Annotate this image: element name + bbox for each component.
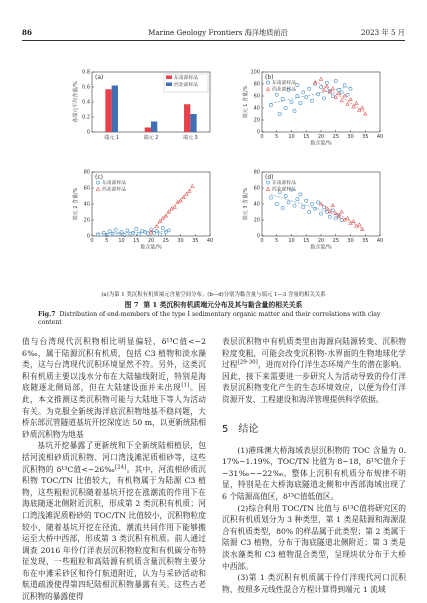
legend-label: 西北部样品 bbox=[174, 82, 198, 88]
y-tick-label: 40 bbox=[83, 201, 90, 208]
scatter-point bbox=[296, 84, 299, 87]
bar bbox=[184, 104, 190, 132]
figure-title-en: Distribution of end-members of the type I sedimentary organic matter and their correlations with clay content bbox=[38, 311, 381, 326]
y-tick-label: 100 bbox=[250, 69, 260, 76]
x-tick-label: 0 bbox=[260, 238, 264, 244]
x-tick-label: 25 bbox=[332, 134, 339, 140]
chart-0 bbox=[72, 70, 210, 141]
paragraph: 基坑开挖暴露了更新统和下全新统陆相植层，包括河流相砂质沉积物、河口湾浅滩泥质相砂等，这些沉积物的 δ¹³C值<−26‰[24]。其中，河流相砂质沉积物 TOC/TN 比值较大，有机物属于为陆源 C3 植物，这些粗粒沉积随着基坑开挖在涨潮流的作用下在海底随逐北侧附近沉积，形成第 2 类沉积有机质；河口湾浅滩泥质粉砂的 TOC/TN 比值较小，沉积物粒度较小，随着基坑开挖在径流、潮流共同作用下能够搬运至大桥中西部，形成第 3 类沉积有机质。前人通过调查 2016 年伶仃洋表层沉积物粒度和有机碳分布特征发现，一些粗粒和高陆源有机质含量沉积物主要分布在中滩采砂区和伶仃航道附近，认为与采砂活动和航道疏浚使得第四纪陆相沉积物暴露有关。这些古老沉积物的暴露使得 bbox=[22, 441, 206, 602]
scatter-point bbox=[284, 194, 287, 197]
scatter-point bbox=[281, 206, 284, 209]
legend-label: 东南部样品 bbox=[174, 75, 198, 81]
scatter-point bbox=[340, 91, 343, 94]
journal-name: Marine Geology Frontiers 海洋地质前沿 bbox=[148, 28, 288, 37]
legend-label: 西北部样品 bbox=[272, 87, 296, 93]
x-tick-label: 5 bbox=[275, 238, 279, 244]
scatter-point bbox=[346, 93, 349, 96]
x-tick-label: 20 bbox=[317, 238, 325, 244]
x-tick-label: 30 bbox=[177, 238, 184, 244]
bar bbox=[145, 128, 151, 133]
scatter-point bbox=[331, 204, 334, 207]
scatter-point bbox=[135, 227, 138, 230]
scatter-point bbox=[343, 84, 346, 87]
scatter-point bbox=[322, 97, 325, 100]
scatter-point bbox=[364, 112, 367, 115]
x-tick-label: 35 bbox=[362, 238, 369, 244]
page-number: 86 bbox=[22, 28, 33, 37]
scatter-point bbox=[340, 99, 343, 102]
x-tick-label: 0 bbox=[90, 238, 94, 244]
x-tick-label: 20 bbox=[317, 134, 325, 140]
paragraph: 值与台湾现代沉积物相比明显偏轻，δ¹³C值<−26‰，属于陆源沉积有机质，包括 C3 植物和淡水藻类，这与台湾现代沉积环境显然不符。另外，这类沉积有机质主要以浅水分布在大陆输线附近，特别是海底随逐北侧局部，但在大陆建设面并未出现[1]。因此，本文推测这类沉积物可能与大陆地下等人为活动有关。为克服全新统海洋底沉积物地基不稳问题，大桥东部沉管隧道基坑开挖深度达 50 m，以更新统陆相砂质沉积物为地基 bbox=[22, 337, 206, 439]
y-tick-label: 0.8 bbox=[82, 69, 90, 76]
x-tick-label: 10 bbox=[288, 134, 295, 140]
scatter-point bbox=[334, 217, 337, 220]
x-tick-label: 15 bbox=[133, 238, 140, 244]
x-axis-label: 黏含量/% bbox=[140, 244, 162, 251]
y-axis-label: 端元 3 含量/% bbox=[243, 187, 249, 221]
scatter-point bbox=[319, 77, 322, 80]
scatter-point bbox=[117, 233, 120, 236]
x-tick-label: 30 bbox=[347, 134, 354, 140]
legend-marker bbox=[96, 187, 99, 190]
scatter-point bbox=[275, 93, 278, 96]
text-column-right bbox=[222, 336, 406, 595]
scatter-point bbox=[126, 229, 129, 232]
scatter-point bbox=[138, 233, 141, 236]
x-tick-label: 10 bbox=[118, 238, 125, 244]
paragraph: (2)综合利用 TOC/TN 比值与 δ¹³C值将研究区的沉积有机质划分为 3 种类型，第 1 类是陆源和海源混合有机质类型，80% 的样品属于此类型；第 2 类属于陆源 C3 植物，分布于海底隧道北侧附近；第 3 类是淡水藻类和 C3 植物混合类型，呈现块状分布于大桥中西部。 bbox=[222, 503, 406, 571]
panel-label: (b) bbox=[265, 74, 274, 81]
scatter-point bbox=[319, 85, 322, 88]
x-tick-label: 35 bbox=[362, 134, 369, 140]
figure-caption-en bbox=[38, 311, 398, 326]
figure-number-en: Fig.7 bbox=[38, 311, 56, 318]
scatter-point bbox=[296, 198, 299, 201]
chart-2 bbox=[72, 170, 213, 251]
text-column-left bbox=[22, 336, 206, 603]
scatter-point bbox=[302, 206, 305, 209]
x-tick-label: 5 bbox=[105, 238, 109, 244]
y-tick-label: 80 bbox=[253, 169, 260, 176]
scatter-point bbox=[293, 109, 296, 112]
y-tick-label: 0 bbox=[256, 129, 260, 136]
scatter-point bbox=[158, 233, 161, 236]
x-axis-label: 黏含量/% bbox=[310, 244, 332, 251]
y-tick-label: 20 bbox=[253, 117, 260, 124]
scatter-point bbox=[311, 202, 314, 205]
figure-subcaption: (a)为第 1 类沉积有机质端元含量空间分布；(b—d)分别为黏含量与端元 1—3 含量的相关关系 bbox=[101, 292, 326, 298]
bar bbox=[112, 86, 118, 133]
x-tick-label: 端元 3 bbox=[182, 135, 198, 141]
scatter-point bbox=[299, 102, 302, 105]
x-tick-label: 15 bbox=[303, 238, 310, 244]
figure-caption-cn bbox=[22, 301, 405, 309]
x-tick-label: 35 bbox=[192, 238, 199, 244]
chart-3 bbox=[242, 170, 383, 251]
figure-title-cn: 第 1 类沉积有机质端元分布及其与黏含量的相关关系 bbox=[143, 301, 303, 309]
scatter-point bbox=[305, 199, 308, 202]
scatter-point bbox=[269, 196, 272, 199]
scatter-point bbox=[325, 85, 328, 88]
scatter-point bbox=[284, 106, 287, 109]
scatter-point bbox=[290, 100, 293, 103]
scatter-point bbox=[114, 228, 117, 231]
y-tick-label: 80 bbox=[83, 169, 90, 176]
scatter-point bbox=[311, 99, 314, 102]
legend-marker bbox=[266, 187, 269, 190]
scatter-point bbox=[102, 231, 105, 234]
y-tick-label: 40 bbox=[253, 201, 260, 208]
y-axis-label: 端元 2 含量/% bbox=[73, 187, 79, 221]
legend-label: 东南部样品 bbox=[272, 81, 296, 86]
y-tick-label: 60 bbox=[253, 93, 260, 100]
legend-marker bbox=[97, 181, 100, 184]
scatter-point bbox=[275, 202, 278, 205]
panel-label: (c) bbox=[95, 174, 103, 181]
scatter-point bbox=[191, 185, 194, 188]
scatter-point bbox=[278, 112, 281, 115]
legend-marker bbox=[266, 87, 269, 90]
scatter-point bbox=[281, 97, 284, 100]
scatter-point bbox=[123, 234, 126, 237]
scatter-point bbox=[308, 210, 311, 213]
legend-label: 东南部样品 bbox=[272, 181, 296, 186]
scatter-point bbox=[349, 98, 352, 101]
legend-swatch bbox=[166, 76, 172, 80]
scatter-point bbox=[302, 91, 305, 94]
y-tick-label: 0 bbox=[86, 233, 90, 240]
x-tick-label: 0 bbox=[260, 134, 264, 140]
figure-panel-b bbox=[240, 68, 384, 146]
bar bbox=[190, 114, 196, 132]
paragraph: (1)港珠澳大桥海域表层沉积物的 TOC 含量为 0.17%~1.19%，TOC/TN 比值为 8~18，δ¹³C值介于−31‰~−22‰。整体上沉积有机质分布规律不明显，特别是在大桥海底隧道北侧和中西部海域出现了 6 个陆源高值区，δ¹³C值低值区。 bbox=[222, 445, 406, 501]
legend-swatch bbox=[166, 83, 172, 87]
y-axis-label: 端元 1 含量/% bbox=[243, 85, 249, 119]
header-rule bbox=[22, 40, 405, 41]
scatter-point bbox=[328, 215, 331, 218]
x-tick-label: 端元 1 bbox=[104, 135, 120, 141]
x-tick-label: 10 bbox=[288, 238, 295, 244]
y-tick-label: 0.6 bbox=[82, 84, 90, 91]
x-axis-label: 黏含量/% bbox=[310, 140, 332, 147]
scatter-point bbox=[132, 231, 135, 234]
bar bbox=[105, 89, 111, 132]
scatter-point bbox=[296, 94, 299, 97]
y-tick-label: 0 bbox=[86, 129, 90, 136]
bar bbox=[151, 122, 157, 133]
x-tick-label: 5 bbox=[275, 134, 279, 140]
y-tick-label: 20 bbox=[83, 217, 90, 224]
issue-date: 2023 年 5 月 bbox=[360, 28, 405, 37]
legend-label: 东南部样品 bbox=[102, 181, 126, 186]
y-axis-label: 各端元平均含量/% bbox=[73, 81, 79, 123]
scatter-point bbox=[358, 223, 361, 226]
figure-number-cn: 图 7 bbox=[124, 301, 139, 309]
scatter-point bbox=[111, 232, 114, 235]
x-tick-label: 20 bbox=[147, 238, 155, 244]
legend-label: 西北部样品 bbox=[272, 187, 296, 193]
scatter-point bbox=[167, 229, 170, 232]
scatter-point bbox=[299, 193, 302, 196]
paragraph: 表层沉积物中有机质类型由海源向陆源转变、沉积物粒度变粗，可能会改变沉积物-水界面的生物地球化学过程[29-30]，进而对伶仃洋生态环境产生的潜在影响。因此，接下来需要进一步研究人为活动导致的伶仃洋表层沉积物变化产生的生态环境效应，以便为伶仃洋资源开发、工程建设和海洋管理提供科学依据。 bbox=[222, 337, 406, 404]
figure-panel-c bbox=[70, 168, 214, 250]
panel-label: (d) bbox=[265, 174, 274, 181]
scatter-point bbox=[355, 101, 358, 104]
y-tick-label: 60 bbox=[83, 185, 90, 192]
legend-marker bbox=[267, 181, 270, 184]
figure-panel-a bbox=[70, 68, 214, 146]
y-tick-label: 80 bbox=[253, 81, 260, 88]
y-tick-label: 20 bbox=[253, 217, 260, 224]
scatter-point bbox=[319, 212, 322, 215]
scatter-point bbox=[331, 87, 334, 90]
fit-line bbox=[315, 81, 365, 112]
scatter-point bbox=[108, 230, 111, 233]
scatter-point bbox=[316, 201, 319, 204]
scatter-point bbox=[161, 226, 164, 229]
scatter-point bbox=[308, 87, 311, 90]
scatter-point bbox=[361, 228, 364, 231]
scatter-point bbox=[331, 94, 334, 97]
x-tick-label: 40 bbox=[206, 238, 214, 244]
paragraph: (3)第 1 类沉积有机质属于伶仃洋现代河口沉积物，按照多元线性混合方程计算得到端元 1 流域 bbox=[222, 573, 406, 594]
y-tick-label: 40 bbox=[253, 105, 260, 112]
scatter-point bbox=[314, 207, 317, 210]
y-tick-label: 0.2 bbox=[82, 114, 90, 121]
panel-label: (a) bbox=[95, 74, 104, 81]
scatter-point bbox=[340, 210, 343, 213]
x-tick-label: 25 bbox=[162, 238, 169, 244]
scatter-point bbox=[269, 103, 272, 106]
y-tick-label: 0 bbox=[256, 233, 260, 240]
x-tick-label: 40 bbox=[376, 134, 384, 140]
scatter-point bbox=[287, 201, 290, 204]
chart-1 bbox=[242, 70, 383, 147]
section-heading: 5 结论 bbox=[222, 423, 259, 435]
figure-panel-d bbox=[240, 168, 384, 250]
scatter-point bbox=[293, 204, 296, 207]
x-tick-label: 40 bbox=[376, 238, 384, 244]
scatter-point bbox=[146, 232, 149, 235]
y-tick-label: 0.4 bbox=[82, 99, 90, 106]
x-tick-label: 15 bbox=[303, 134, 310, 140]
scatter-point bbox=[334, 79, 337, 82]
x-tick-label: 25 bbox=[332, 238, 339, 244]
scatter-point bbox=[349, 87, 352, 90]
scatter-point bbox=[322, 88, 325, 91]
scatter-point bbox=[361, 106, 364, 109]
y-tick-label: 60 bbox=[253, 185, 260, 192]
legend-marker bbox=[267, 81, 270, 84]
scatter-point bbox=[120, 230, 123, 233]
x-tick-label: 端元 2 bbox=[143, 135, 159, 141]
x-tick-label: 30 bbox=[347, 238, 354, 244]
legend-label: 西北部样品 bbox=[102, 187, 126, 193]
scatter-point bbox=[346, 103, 349, 106]
